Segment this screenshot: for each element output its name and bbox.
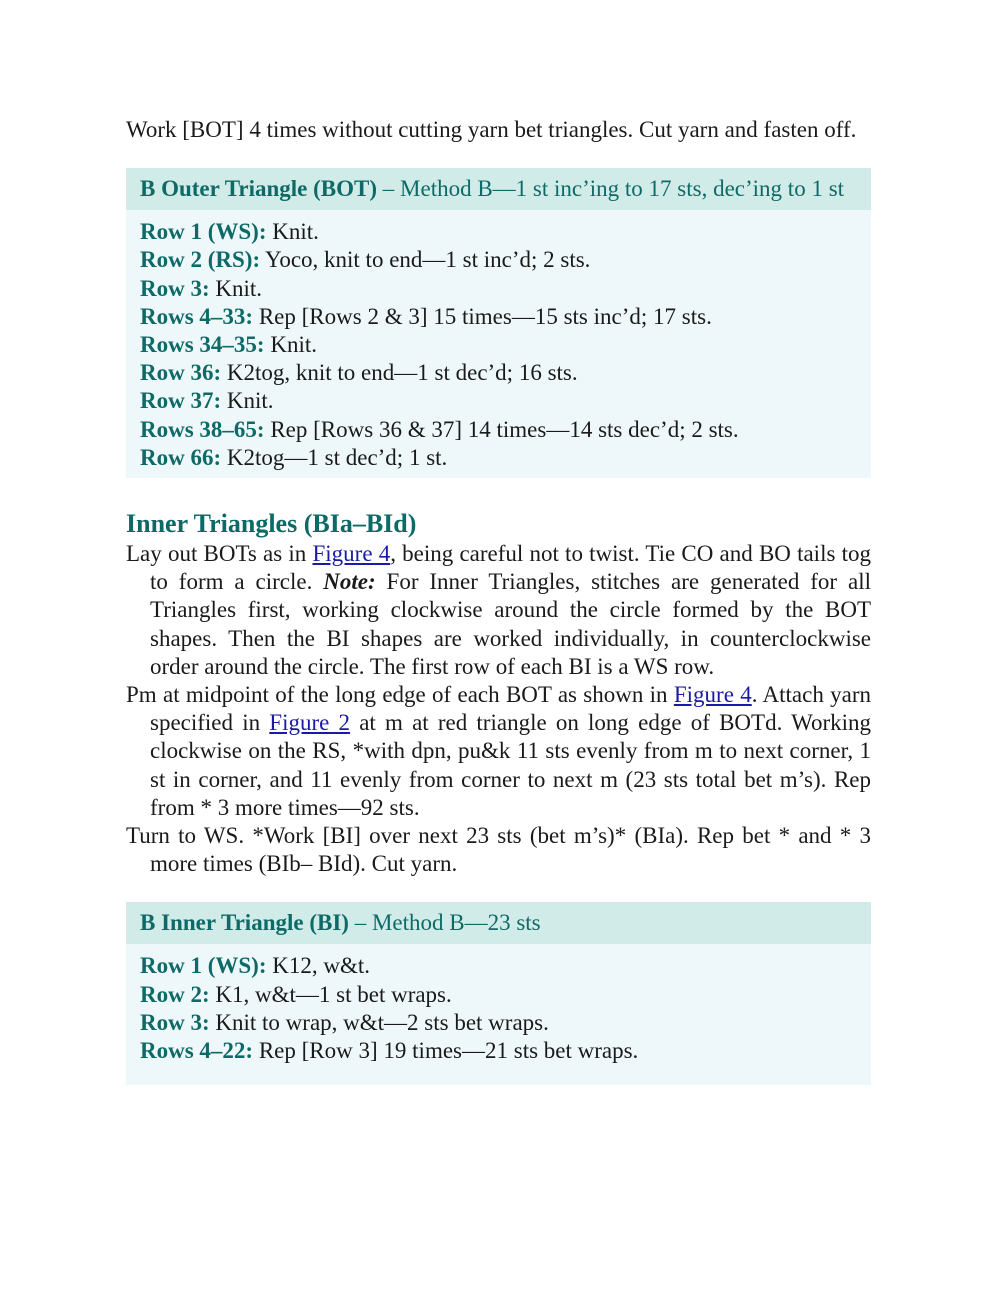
bi-box-header [126, 902, 871, 944]
row-text: K2tog, knit to end—1 st dec’d; 16 sts. [221, 360, 578, 386]
bot-row [140, 303, 857, 331]
bi-box-title: B Inner Triangle (BI) [140, 910, 349, 936]
inner-paragraph-3: Turn to WS. *Work [BI] over next 23 sts (bet m’s)* (BIa). Rep bet * and * 3 more times (BIb– BId). Cut yarn. [126, 823, 871, 877]
bi-row [140, 1037, 857, 1065]
row-text: Knit to wrap, w&t—2 sts bet wraps. [209, 1009, 549, 1035]
row-text: K2tog—1 st dec’d; 1 st. [221, 444, 448, 470]
inner-paragraph-1 [126, 540, 871, 681]
row-text: Rep [Row 3] 19 times—21 sts bet wraps. [253, 1038, 639, 1064]
row-label: Rows 4–33: [140, 303, 254, 329]
row-label: Row 2 (RS): [140, 247, 261, 273]
figure-4-link[interactable]: Figure 4 [312, 541, 391, 567]
bot-row [140, 387, 857, 415]
row-label: Row 36: [140, 360, 222, 386]
row-label: Row 1 (WS): [140, 219, 267, 245]
bot-box-header [126, 168, 871, 210]
row-text: Yoco, knit to end—1 st inc’d; 2 sts. [260, 247, 591, 273]
row-text: Rep [Rows 2 & 3] 15 times—15 sts inc’d; 17 sts. [253, 303, 712, 329]
bot-row [140, 416, 857, 444]
bi-instruction-box [126, 902, 871, 1085]
row-text: Knit. [264, 332, 317, 358]
row-text: K1, w&t—1 st bet wraps. [209, 981, 452, 1007]
row-label: Rows 4–22: [140, 1038, 254, 1064]
bot-row [140, 359, 857, 387]
bot-instruction-box [126, 168, 871, 478]
bot-box-rows [126, 210, 871, 478]
text-run: at m at red triangle on long edge of BOTd. Working clockwise on the RS, *with dpn, pu&k 11 sts evenly from m to next corner, 1 st in corner, and 11 evenly from corner to next m (23 sts total bet m’s). Rep from * 3 more times—92 sts. [150, 710, 871, 820]
text-run: . Attach yarn specified in [150, 682, 871, 736]
text-run: Pm at midpoint of the long edge of each BOT as shown in [126, 682, 674, 708]
row-label: Rows 38–65: [140, 416, 265, 442]
text-run: Lay out BOTs as in [126, 541, 313, 567]
row-label: Row 3: [140, 1009, 210, 1035]
figure-2-link[interactable]: Figure 2 [269, 710, 351, 736]
bi-row [140, 952, 857, 980]
note-label: Note: [323, 569, 376, 595]
row-text: Knit. [209, 275, 263, 301]
content [126, 116, 871, 1085]
bot-box-title: B Outer Triangle (BOT) [140, 176, 378, 202]
row-text: Knit. [266, 219, 319, 245]
figure-4-link[interactable]: Figure 4 [673, 682, 752, 708]
bot-row [140, 275, 857, 303]
row-text: Knit. [221, 388, 274, 414]
bi-box-subtitle: – Method B—23 sts [348, 910, 541, 936]
inner-triangles-heading: Inner Triangles (BIa–BId) [126, 509, 417, 539]
row-label: Row 1 (WS): [140, 953, 267, 979]
bi-box-rows [126, 944, 871, 1085]
bot-row [140, 331, 857, 359]
intro-paragraph: Work [BOT] 4 times without cutting yarn bet triangles. Cut yarn and fasten off. [126, 117, 857, 142]
row-label: Row 37: [140, 388, 222, 414]
row-label: Rows 34–35: [140, 332, 265, 358]
row-label: Row 2: [140, 981, 210, 1007]
row-label: Row 3: [140, 275, 210, 301]
bot-row [140, 444, 857, 472]
bi-row [140, 1009, 857, 1037]
bot-box-subtitle: – Method B—1 st inc’ing to 17 sts, dec’ing to 1 st [377, 176, 845, 202]
inner-paragraph-2 [126, 681, 871, 822]
bi-row [140, 981, 857, 1009]
row-label: Row 66: [140, 444, 222, 470]
text-run: For Inner Triangles, stitches are generated for all Triangles first, working clockwise around the circle formed by the BOT shapes. Then the BI shapes are worked individually, in counterclockwise order around the circle. The first row of each BI is a WS row. [150, 569, 871, 679]
text-run: , being careful not to twist. Tie CO and BO tails tog to form a circle. [150, 541, 871, 595]
row-text: K12, w&t. [266, 953, 370, 979]
row-text: Rep [Rows 36 & 37] 14 times—14 sts dec’d; 2 sts. [264, 416, 739, 442]
bot-row [140, 246, 857, 274]
bot-row [140, 218, 857, 246]
